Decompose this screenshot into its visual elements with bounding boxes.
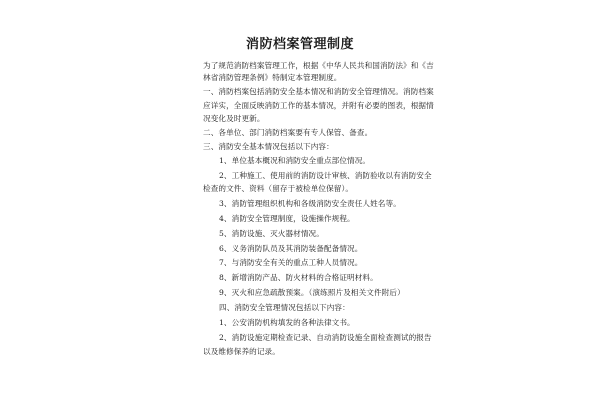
paragraph-line: 二、各单位、部门消防档案要有专人保管、备查。: [203, 128, 373, 137]
paragraph-line: 三、消防安全基本情况包括以下内容：: [203, 142, 334, 151]
paragraph-line: 为了规范消防档案管理工作，根据《中华人民共和国消防法》和《吉: [203, 61, 434, 70]
paragraph-line: 应详实，全面反映消防工作的基本情况，并附有必要的图表，根据情: [203, 101, 434, 110]
paragraph-line: 7、与消防安全有关的重点工种人员情况。: [219, 258, 363, 267]
paragraph-line: 林省消防管理条例》特制定本管理制度。: [203, 73, 342, 82]
paragraph-line: 1、单位基本概况和消防安全重点部位情况。: [219, 156, 371, 165]
paragraph-line: 检查的文件、资料（留存于被检单位保留）。: [203, 184, 354, 193]
paragraph-line: 四、消防安全管理情况包括以下内容：: [219, 303, 350, 312]
paragraph-line: 3、消防管理组织机构和各级消防安全责任人姓名等。: [219, 199, 401, 208]
paragraph-line: 一、消防档案包括消防安全基本情况和消防安全管理情况。消防档案: [203, 87, 434, 96]
paragraph-line: 4、消防安全管理制度，设施操作规程。: [219, 214, 355, 223]
paragraph-line: 8、新增消防产品、防火材料的合格证明材料。: [219, 273, 378, 282]
paragraph-line: 2、消防设施定期检查记录、自动消防设施全面检查测试的报告: [219, 333, 432, 342]
paragraph-line: 6、义务消防队员及其消防装备配备情况。: [219, 244, 363, 253]
paragraph-line: 以及维修保养的记录。: [203, 347, 280, 356]
document-title: 消防档案管理制度: [245, 37, 354, 52]
paragraph-line: 况变化及时更新。: [203, 114, 265, 123]
paragraph-line: 9、灭火和应急疏散预案。（演练照片及相关文件附后）: [219, 288, 405, 297]
paragraph-line: 1、公安消防机构填发的各种法律文书。: [219, 318, 355, 327]
paragraph-line: 2、工种施工、使用前的消防设计审核、消防验收以有消防安全: [219, 171, 432, 180]
paragraph-line: 5、消防设施、灭火器材情况。: [219, 229, 324, 238]
